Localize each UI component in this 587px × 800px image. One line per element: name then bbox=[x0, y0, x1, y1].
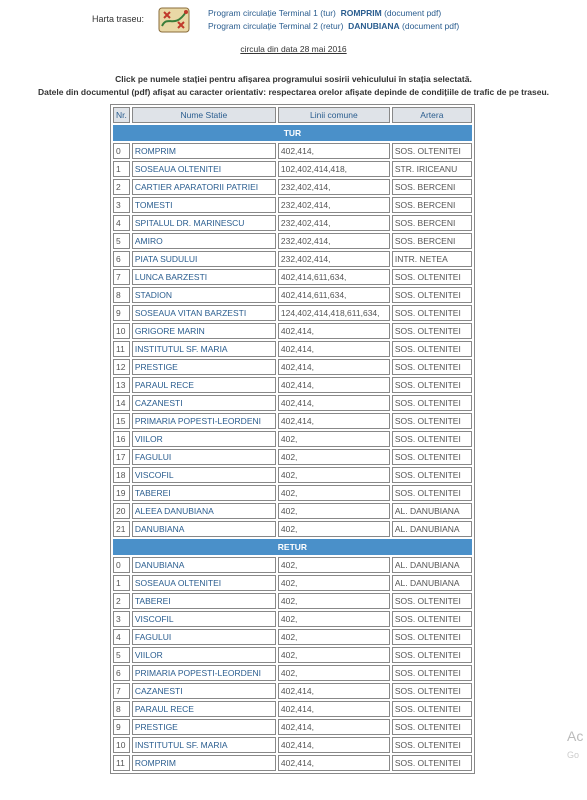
station-name-cell bbox=[132, 485, 276, 501]
program-terminal2-prefix[interactable]: Program circulație Terminal 2 (retur) bbox=[208, 21, 344, 31]
artera-cell: SOS. OLTENITEI bbox=[392, 467, 472, 483]
station-name-cell bbox=[132, 665, 276, 681]
station-name-link[interactable]: STADION bbox=[134, 290, 173, 300]
station-name-cell bbox=[132, 611, 276, 627]
artera-cell: AL. DANUBIANA bbox=[392, 575, 472, 591]
station-name-cell bbox=[132, 521, 276, 537]
station-name-cell bbox=[132, 395, 276, 411]
station-name-link[interactable]: CAZANESTI bbox=[134, 398, 183, 408]
artera-cell: SOS. BERCENI bbox=[392, 197, 472, 213]
station-name-link[interactable]: LUNCA BARZESTI bbox=[134, 272, 208, 282]
table-row bbox=[113, 287, 472, 303]
artera-cell: SOS. OLTENITEI bbox=[392, 431, 472, 447]
station-name-cell bbox=[132, 647, 276, 663]
table-row bbox=[113, 629, 472, 645]
common-lines: 402,414,611,634, bbox=[278, 287, 390, 303]
station-name-cell bbox=[132, 377, 276, 393]
watermark-text: Ac bbox=[567, 728, 584, 744]
station-number: 11 bbox=[113, 755, 130, 771]
station-name-cell bbox=[132, 251, 276, 267]
table-row bbox=[113, 575, 472, 591]
table-row bbox=[113, 197, 472, 213]
common-lines: 102,402,414,418, bbox=[278, 161, 390, 177]
station-number: 4 bbox=[113, 629, 130, 645]
common-lines: 402, bbox=[278, 647, 390, 663]
station-name-cell bbox=[132, 701, 276, 717]
table-row bbox=[113, 503, 472, 519]
program-terminal1-name[interactable]: ROMPRIM bbox=[340, 8, 382, 18]
station-name-link[interactable]: INSTITUTUL SF. MARIA bbox=[134, 344, 228, 354]
common-lines: 402, bbox=[278, 467, 390, 483]
station-name-cell bbox=[132, 179, 276, 195]
station-number: 2 bbox=[113, 593, 130, 609]
table-row bbox=[113, 161, 472, 177]
table-row bbox=[113, 593, 472, 609]
common-lines: 402,414, bbox=[278, 413, 390, 429]
watermark-subtext: Go bbox=[567, 750, 580, 760]
station-number: 9 bbox=[113, 719, 130, 735]
table-row bbox=[113, 323, 472, 339]
artera-cell: SOS. OLTENITEI bbox=[392, 485, 472, 501]
common-lines: 232,402,414, bbox=[278, 215, 390, 231]
station-name-cell bbox=[132, 287, 276, 303]
station-name-link[interactable]: VIILOR bbox=[134, 650, 163, 660]
harta-traseu-label: Harta traseu: bbox=[92, 14, 145, 24]
artera-cell: SOS. OLTENITEI bbox=[392, 287, 472, 303]
table-row bbox=[113, 179, 472, 195]
table-row bbox=[113, 683, 472, 699]
common-lines: 402, bbox=[278, 449, 390, 465]
artera-cell: SOS. OLTENITEI bbox=[392, 449, 472, 465]
artera-cell: INTR. NETEA bbox=[392, 251, 472, 267]
station-name-link[interactable]: CAZANESTI bbox=[134, 686, 183, 696]
station-name-link[interactable]: SPITALUL DR. MARINESCU bbox=[134, 218, 245, 228]
table-row bbox=[113, 467, 472, 483]
station-name-cell bbox=[132, 359, 276, 375]
station-number: 16 bbox=[113, 431, 130, 447]
header-linii-comune: Linii comune bbox=[278, 107, 390, 123]
table-row bbox=[113, 485, 472, 501]
artera-cell: SOS. OLTENITEI bbox=[392, 593, 472, 609]
common-lines: 232,402,414, bbox=[278, 233, 390, 249]
common-lines: 232,402,414, bbox=[278, 179, 390, 195]
station-name-cell bbox=[132, 161, 276, 177]
common-lines: 402,414, bbox=[278, 683, 390, 699]
table-row bbox=[113, 737, 472, 753]
artera-cell: SOS. OLTENITEI bbox=[392, 647, 472, 663]
station-number: 3 bbox=[113, 197, 130, 213]
artera-cell: SOS. OLTENITEI bbox=[392, 611, 472, 627]
common-lines: 402, bbox=[278, 575, 390, 591]
station-name-link[interactable]: FAGULUI bbox=[134, 452, 172, 462]
header-nr: Nr. bbox=[113, 107, 130, 123]
artera-cell: SOS. BERCENI bbox=[392, 179, 472, 195]
common-lines: 232,402,414, bbox=[278, 251, 390, 267]
table-row bbox=[113, 665, 472, 681]
common-lines: 232,402,414, bbox=[278, 197, 390, 213]
common-lines: 402,414, bbox=[278, 143, 390, 159]
artera-cell: SOS. OLTENITEI bbox=[392, 701, 472, 717]
artera-cell: SOS. OLTENITEI bbox=[392, 629, 472, 645]
station-name-cell bbox=[132, 233, 276, 249]
artera-cell: SOS. OLTENITEI bbox=[392, 737, 472, 753]
station-name-link[interactable]: FAGULUI bbox=[134, 632, 172, 642]
station-name-cell bbox=[132, 215, 276, 231]
tur-section-label: TUR bbox=[113, 125, 472, 141]
station-number: 5 bbox=[113, 233, 130, 249]
station-number: 21 bbox=[113, 521, 130, 537]
artera-cell: SOS. OLTENITEI bbox=[392, 359, 472, 375]
common-lines: 402, bbox=[278, 485, 390, 501]
station-name-link[interactable]: SOSEAUA OLTENITEI bbox=[134, 578, 222, 588]
header-nume-statie: Nume Statie bbox=[132, 107, 276, 123]
table-row bbox=[113, 143, 472, 159]
table-row bbox=[113, 377, 472, 393]
station-name-cell bbox=[132, 431, 276, 447]
station-number: 15 bbox=[113, 413, 130, 429]
table-row bbox=[113, 269, 472, 285]
retur-section-row bbox=[113, 539, 472, 555]
station-name-link[interactable]: ALEEA DANUBIANA bbox=[134, 506, 214, 516]
artera-cell: SOS. OLTENITEI bbox=[392, 755, 472, 771]
station-number: 3 bbox=[113, 611, 130, 627]
station-number: 9 bbox=[113, 305, 130, 321]
station-number: 4 bbox=[113, 215, 130, 231]
table-row bbox=[113, 611, 472, 627]
station-name-link[interactable]: VISCOFIL bbox=[134, 470, 174, 480]
common-lines: 402, bbox=[278, 431, 390, 447]
station-name-cell bbox=[132, 503, 276, 519]
common-lines: 402,414,611,634, bbox=[278, 269, 390, 285]
station-name-cell bbox=[132, 467, 276, 483]
common-lines: 402, bbox=[278, 557, 390, 573]
table-row bbox=[113, 395, 472, 411]
table-row bbox=[113, 755, 472, 771]
common-lines: 402, bbox=[278, 503, 390, 519]
station-number: 12 bbox=[113, 359, 130, 375]
station-name-cell bbox=[132, 197, 276, 213]
station-number: 10 bbox=[113, 737, 130, 753]
artera-cell: SOS. OLTENITEI bbox=[392, 413, 472, 429]
station-name-link[interactable]: PIATA SUDULUI bbox=[134, 254, 198, 264]
station-name-link[interactable]: PRESTIGE bbox=[134, 362, 178, 372]
station-number: 8 bbox=[113, 287, 130, 303]
station-name-link[interactable]: SOSEAUA VITAN BARZESTI bbox=[134, 308, 247, 318]
station-name-link[interactable]: ROMPRIM bbox=[134, 758, 176, 768]
table-row bbox=[113, 359, 472, 375]
station-number: 11 bbox=[113, 341, 130, 357]
artera-cell: SOS. OLTENITEI bbox=[392, 143, 472, 159]
station-number: 5 bbox=[113, 647, 130, 663]
table-row bbox=[113, 215, 472, 231]
station-name-link[interactable]: TABEREI bbox=[134, 488, 171, 498]
station-name-link[interactable]: TOMESTI bbox=[134, 200, 173, 210]
artera-cell: SOS. BERCENI bbox=[392, 233, 472, 249]
station-name-link[interactable]: GRIGORE MARIN bbox=[134, 326, 205, 336]
station-name-link[interactable]: AMIRO bbox=[134, 236, 163, 246]
common-lines: 402,414, bbox=[278, 377, 390, 393]
station-name-link[interactable]: ROMPRIM bbox=[134, 146, 176, 156]
station-name-cell bbox=[132, 683, 276, 699]
station-number: 2 bbox=[113, 179, 130, 195]
station-name-cell bbox=[132, 413, 276, 429]
table-row bbox=[113, 521, 472, 537]
station-name-link[interactable]: CARTIER APARATORII PATRIEI bbox=[134, 182, 259, 192]
station-name-cell bbox=[132, 737, 276, 753]
table-row bbox=[113, 701, 472, 717]
tur-section-row bbox=[113, 125, 472, 141]
route-map-icon[interactable] bbox=[156, 4, 192, 36]
artera-cell: SOS. OLTENITEI bbox=[392, 665, 472, 681]
artera-cell: SOS. OLTENITEI bbox=[392, 323, 472, 339]
station-number: 18 bbox=[113, 467, 130, 483]
common-lines: 402,414, bbox=[278, 701, 390, 717]
station-name-link[interactable]: SOSEAUA OLTENITEI bbox=[134, 164, 222, 174]
station-number: 0 bbox=[113, 143, 130, 159]
station-number: 1 bbox=[113, 161, 130, 177]
common-lines: 402, bbox=[278, 593, 390, 609]
station-number: 6 bbox=[113, 665, 130, 681]
table-row bbox=[113, 647, 472, 663]
station-name-link[interactable]: PRIMARIA POPESTI-LEORDENI bbox=[134, 416, 261, 426]
common-lines: 402,414, bbox=[278, 737, 390, 753]
artera-cell: SOS. OLTENITEI bbox=[392, 719, 472, 735]
station-number: 10 bbox=[113, 323, 130, 339]
common-lines: 402, bbox=[278, 611, 390, 627]
program-terminal2-name[interactable]: DANUBIANA bbox=[348, 21, 400, 31]
common-lines: 402,414, bbox=[278, 359, 390, 375]
common-lines: 402,414, bbox=[278, 341, 390, 357]
artera-cell: SOS. OLTENITEI bbox=[392, 305, 472, 321]
artera-cell: AL. DANUBIANA bbox=[392, 503, 472, 519]
station-number: 8 bbox=[113, 701, 130, 717]
table-row bbox=[113, 719, 472, 735]
station-name-cell bbox=[132, 269, 276, 285]
common-lines: 402,414, bbox=[278, 755, 390, 771]
retur-section-label: RETUR bbox=[113, 539, 472, 555]
station-name-cell bbox=[132, 143, 276, 159]
station-number: 19 bbox=[113, 485, 130, 501]
station-name-link[interactable]: PARAUL RECE bbox=[134, 704, 194, 714]
stations-table bbox=[110, 104, 475, 774]
artera-cell: AL. DANUBIANA bbox=[392, 521, 472, 537]
station-name-link[interactable]: PRESTIGE bbox=[134, 722, 178, 732]
station-number: 0 bbox=[113, 557, 130, 573]
station-name-link[interactable]: PARAUL RECE bbox=[134, 380, 194, 390]
program-terminal1-doc[interactable]: (document pdf) bbox=[384, 8, 442, 18]
artera-cell: SOS. OLTENITEI bbox=[392, 377, 472, 393]
page-header bbox=[0, 0, 587, 60]
station-name-link[interactable]: TABEREI bbox=[134, 596, 171, 606]
station-name-cell bbox=[132, 755, 276, 771]
artera-cell: AL. DANUBIANA bbox=[392, 557, 472, 573]
station-name-cell bbox=[132, 341, 276, 357]
instruction-line-1: Click pe numele stației pentru afișarea programului sosirii vehiculului în stația selectată. bbox=[115, 74, 472, 84]
common-lines: 402, bbox=[278, 665, 390, 681]
table-header-row bbox=[113, 107, 472, 123]
station-name-link[interactable]: VIILOR bbox=[134, 434, 163, 444]
header-artera: Artera bbox=[392, 107, 472, 123]
common-lines: 402, bbox=[278, 521, 390, 537]
table-row bbox=[113, 557, 472, 573]
common-lines: 402,414, bbox=[278, 395, 390, 411]
table-row bbox=[113, 449, 472, 465]
instruction-line-2: Datele din documentul (pdf) afișat au caracter orientativ: respectarea orelor afișate depinde de condițiile de trafic de pe traseu. bbox=[37, 87, 550, 97]
station-name-cell bbox=[132, 449, 276, 465]
program-terminal2-link[interactable] bbox=[208, 21, 459, 31]
station-number: 1 bbox=[113, 575, 130, 591]
station-number: 7 bbox=[113, 269, 130, 285]
table-row bbox=[113, 251, 472, 267]
program-terminal2-doc[interactable]: (document pdf) bbox=[402, 21, 460, 31]
artera-cell: SOS. BERCENI bbox=[392, 215, 472, 231]
station-number: 17 bbox=[113, 449, 130, 465]
program-terminal1-link[interactable] bbox=[208, 8, 441, 18]
artera-cell: SOS. OLTENITEI bbox=[392, 269, 472, 285]
circula-date: circula din data 28 mai 2016 bbox=[240, 44, 347, 54]
station-name-link[interactable]: DANUBIANA bbox=[134, 560, 185, 570]
common-lines: 124,402,414,418,611,634, bbox=[278, 305, 390, 321]
table-row bbox=[113, 341, 472, 357]
artera-cell: STR. IRICEANU bbox=[392, 161, 472, 177]
station-name-cell bbox=[132, 305, 276, 321]
station-number: 20 bbox=[113, 503, 130, 519]
station-number: 13 bbox=[113, 377, 130, 393]
station-name-cell bbox=[132, 557, 276, 573]
station-number: 14 bbox=[113, 395, 130, 411]
station-name-cell bbox=[132, 575, 276, 591]
station-number: 6 bbox=[113, 251, 130, 267]
station-name-cell bbox=[132, 629, 276, 645]
common-lines: 402,414, bbox=[278, 719, 390, 735]
station-name-link[interactable]: DANUBIANA bbox=[134, 524, 185, 534]
station-name-cell bbox=[132, 323, 276, 339]
table-row bbox=[113, 413, 472, 429]
table-row bbox=[113, 305, 472, 321]
station-name-cell bbox=[132, 593, 276, 609]
table-row bbox=[113, 431, 472, 447]
station-name-link[interactable]: VISCOFIL bbox=[134, 614, 174, 624]
table-row bbox=[113, 233, 472, 249]
artera-cell: SOS. OLTENITEI bbox=[392, 341, 472, 357]
common-lines: 402, bbox=[278, 629, 390, 645]
station-name-link[interactable]: INSTITUTUL SF. MARIA bbox=[134, 740, 228, 750]
artera-cell: SOS. OLTENITEI bbox=[392, 683, 472, 699]
station-name-cell bbox=[132, 719, 276, 735]
artera-cell: SOS. OLTENITEI bbox=[392, 395, 472, 411]
program-terminal1-prefix[interactable]: Program circulație Terminal 1 (tur) bbox=[208, 8, 336, 18]
station-name-link[interactable]: PRIMARIA POPESTI-LEORDENI bbox=[134, 668, 261, 678]
common-lines: 402,414, bbox=[278, 323, 390, 339]
station-number: 7 bbox=[113, 683, 130, 699]
